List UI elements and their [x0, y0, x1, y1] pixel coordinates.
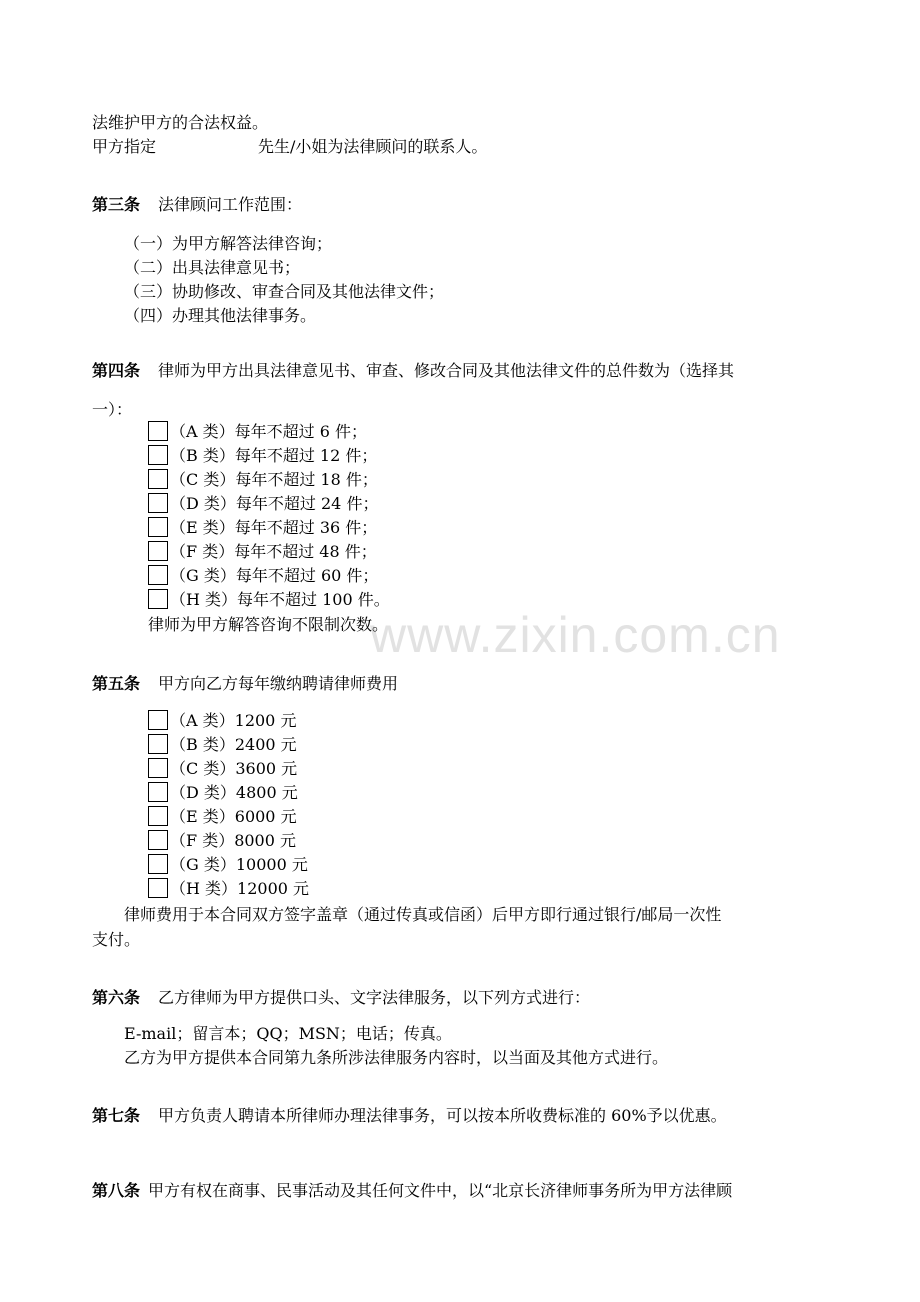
art5-option: （F 类）8000 元: [170, 831, 296, 850]
checkbox-fee-f[interactable]: [148, 830, 168, 850]
art6-line-2: 乙方为甲方提供本合同第九条所涉法律服务内容时，以当面及其他方式进行。: [124, 1048, 669, 1067]
checkbox-fee-b[interactable]: [148, 734, 168, 754]
intro-line-2b: 先生/小姐为法律顾问的联系人。: [258, 137, 488, 156]
checkbox-fee-g[interactable]: [148, 854, 168, 874]
checkbox-fee-a[interactable]: [148, 710, 168, 730]
art8-title: 第八条: [92, 1181, 141, 1200]
checkbox-a[interactable]: [148, 421, 168, 441]
art3-item: （二）出具法律意见书；: [124, 258, 301, 277]
art4-title: 第四条: [92, 361, 141, 380]
art4-note: 律师为甲方解答咨询不限制次数。: [148, 615, 389, 634]
art5-option: （C 类）3600 元: [170, 759, 298, 778]
art5-option: （G 类）10000 元: [170, 855, 308, 874]
checkbox-c[interactable]: [148, 469, 168, 489]
art4-option: （D 类）每年不超过 24 件；: [170, 494, 379, 513]
intro-line-1: 法维护甲方的合法权益。: [92, 113, 269, 132]
art4-option: （G 类）每年不超过 60 件；: [170, 566, 379, 585]
art7-text: 甲方负责人聘请本所律师办理法律事务，可以按本所收费标准的 60%予以优惠。: [158, 1106, 727, 1125]
art4-text-2: 一）：: [92, 400, 133, 419]
art3-item: （一）为甲方解答法律咨询；: [124, 234, 333, 253]
art4-option: （A 类）每年不超过 6 件；: [170, 422, 367, 441]
intro-line-2a: 甲方指定: [92, 137, 157, 156]
checkbox-fee-d[interactable]: [148, 782, 168, 802]
art5-option: （H 类）12000 元: [170, 879, 310, 898]
checkbox-fee-e[interactable]: [148, 806, 168, 826]
art5-title: 第五条: [92, 674, 141, 693]
art5-option: （D 类）4800 元: [170, 783, 298, 802]
art4-text: 律师为甲方出具法律意见书、审查、修改合同及其他法律文件的总件数为（选择其: [158, 361, 735, 380]
art5-option: （E 类）6000 元: [170, 807, 297, 826]
art3-item: （四）办理其他法律事务。: [124, 306, 317, 325]
art6-text: 乙方律师为甲方提供口头、文字法律服务，以下列方式进行：: [158, 988, 591, 1007]
checkbox-fee-h[interactable]: [148, 878, 168, 898]
art4-option: （C 类）每年不超过 18 件；: [170, 470, 378, 489]
art4-option: （F 类）每年不超过 48 件；: [170, 542, 377, 561]
art6-title: 第六条: [92, 988, 141, 1007]
checkbox-h[interactable]: [148, 589, 168, 609]
art4-option: （B 类）每年不超过 12 件；: [170, 446, 378, 465]
checkbox-b[interactable]: [148, 445, 168, 465]
art3-text: 法律顾问工作范围：: [158, 195, 303, 214]
art4-option: （H 类）每年不超过 100 件。: [170, 590, 390, 609]
art5-note-1: 律师费用于本合同双方签字盖章（通过传真或信函）后甲方即行通过银行/邮局一次性: [124, 905, 722, 924]
checkbox-g[interactable]: [148, 565, 168, 585]
art4-option: （E 类）每年不超过 36 件；: [170, 518, 378, 537]
checkbox-f[interactable]: [148, 541, 168, 561]
art3-item: （三）协助修改、审查合同及其他法律文件；: [124, 282, 445, 301]
art6-line-1: E-mail；留言本；QQ；MSN；电话；传真。: [124, 1024, 452, 1043]
art8-text: 甲方有权在商事、民事活动及其任何文件中，以“北京长济律师事务所为甲方法律顾: [148, 1181, 733, 1200]
art7-title: 第七条: [92, 1106, 141, 1125]
art5-option: （A 类）1200 元: [170, 711, 297, 730]
watermark: www.zixin.com.cn: [370, 607, 781, 663]
art3-title: 第三条: [92, 195, 141, 214]
art5-text: 甲方向乙方每年缴纳聘请律师费用: [158, 674, 399, 693]
art5-option: （B 类）2400 元: [170, 735, 297, 754]
checkbox-e[interactable]: [148, 517, 168, 537]
checkbox-d[interactable]: [148, 493, 168, 513]
checkbox-fee-c[interactable]: [148, 758, 168, 778]
art5-note-2: 支付。: [92, 930, 141, 949]
